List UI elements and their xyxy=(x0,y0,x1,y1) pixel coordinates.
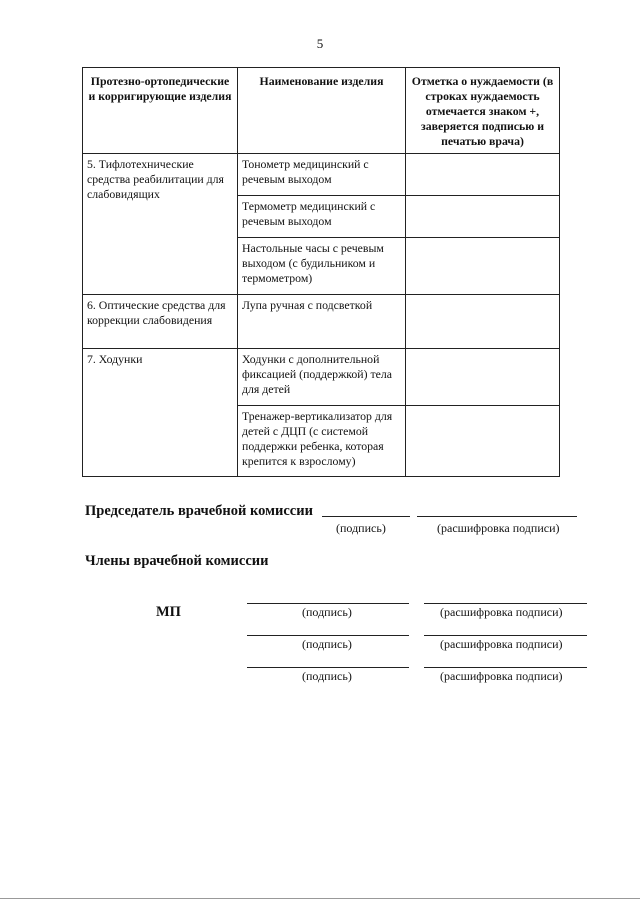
member-decoding-line[interactable] xyxy=(424,635,587,636)
category-cell: 7. Ходунки xyxy=(83,349,238,477)
item-cell: Лупа ручная с подсветкой xyxy=(238,295,406,349)
member-signature-row xyxy=(247,635,587,655)
seal-mark: МП xyxy=(156,604,181,620)
member-decoding-line[interactable] xyxy=(424,603,587,604)
member-decoding-caption: (расшифровка подписи) xyxy=(440,605,563,619)
table-header-row xyxy=(83,68,560,154)
item-cell: Тонометр медицинский с речевым выходом xyxy=(238,154,406,196)
chair-decoding-line[interactable] xyxy=(417,516,577,517)
table-row xyxy=(83,154,560,196)
need-mark-cell[interactable] xyxy=(406,238,560,295)
chair-label: Председатель врачебной комиссии xyxy=(85,503,313,519)
chair-signature-line[interactable] xyxy=(322,516,410,517)
member-signature-caption: (подпись) xyxy=(302,637,352,651)
member-signature-row xyxy=(247,667,587,687)
item-cell: Термометр медицинский с речевым выходом xyxy=(238,196,406,238)
item-cell: Настольные часы с речевым выходом (с будильником и термометром) xyxy=(238,238,406,295)
member-decoding-caption: (расшифровка подписи) xyxy=(440,637,563,651)
member-decoding-line[interactable] xyxy=(424,667,587,668)
member-signature-caption: (подпись) xyxy=(302,669,352,683)
member-signature-line[interactable] xyxy=(247,635,409,636)
need-mark-cell[interactable] xyxy=(406,196,560,238)
items-table xyxy=(82,67,560,477)
page-number: 5 xyxy=(316,36,324,51)
member-signature-line[interactable] xyxy=(247,603,409,604)
need-mark-cell[interactable] xyxy=(406,349,560,406)
member-signature-row xyxy=(247,603,587,623)
member-signature-line[interactable] xyxy=(247,667,409,668)
need-mark-cell[interactable] xyxy=(406,406,560,477)
header-need-mark: Отметка о нуждаемости (в строках нуждаемость отмечается знаком +, заверяется подписью и печатью врача) xyxy=(406,68,560,154)
member-decoding-caption: (расшифровка подписи) xyxy=(440,669,563,683)
item-cell: Ходунки с дополнительной фиксацией (поддержкой) тела для детей xyxy=(238,349,406,406)
header-category: Протезно-ортопедические и корригирующие изделия xyxy=(83,68,238,154)
category-cell: 6. Оптические средства для коррекции слабовидения xyxy=(83,295,238,349)
item-cell: Тренажер-вертикализатор для детей с ДЦП (с системой поддержки ребенка, которая крепится к взрослому) xyxy=(238,406,406,477)
header-item-name: Наименование изделия xyxy=(238,68,406,154)
chair-signature-caption: (подпись) xyxy=(336,521,386,535)
table-row xyxy=(83,349,560,406)
member-signature-caption: (подпись) xyxy=(302,605,352,619)
table-row xyxy=(83,295,560,349)
need-mark-cell[interactable] xyxy=(406,295,560,349)
chair-decoding-caption: (расшифровка подписи) xyxy=(437,521,560,535)
category-cell: 5. Тифлотехнические средства реабилитации для слабовидящих xyxy=(83,154,238,295)
page-bottom-edge xyxy=(0,898,640,899)
members-label: Члены врачебной комиссии xyxy=(85,553,269,569)
need-mark-cell[interactable] xyxy=(406,154,560,196)
